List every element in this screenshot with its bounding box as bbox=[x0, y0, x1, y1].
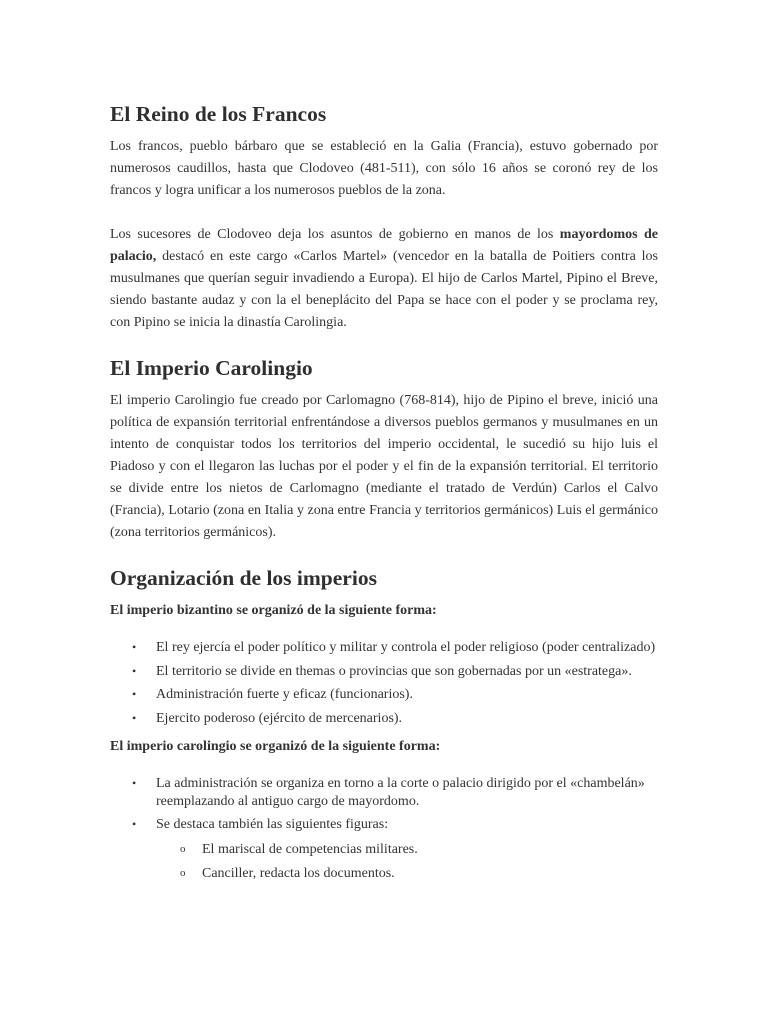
circle-bullet-icon: o bbox=[180, 867, 186, 879]
list-item-text: El territorio se divide en themas o provincias que son gobernadas por un «estratega». bbox=[156, 663, 632, 679]
document-content bbox=[110, 100, 658, 883]
paragraph-sucesores-start: Los sucesores de Clodoveo deja los asuntos de gobierno en manos de los bbox=[110, 227, 560, 242]
list-bizantino bbox=[110, 639, 658, 727]
list-item-text: Se destaca también las siguientes figuras: bbox=[156, 817, 389, 832]
list-item bbox=[110, 775, 658, 810]
list-carolingio bbox=[110, 775, 658, 834]
bullet-icon: • bbox=[132, 640, 137, 654]
bold-mayordomos: mayordomos de palacio, bbox=[110, 227, 658, 264]
sublist-item-text: Canciller, redacta los documentos. bbox=[202, 866, 395, 881]
list-item bbox=[110, 710, 658, 728]
bullet-icon: • bbox=[132, 776, 137, 790]
circle-bullet-icon: o bbox=[180, 842, 186, 855]
paragraph-sucesores-clodoveo bbox=[110, 224, 658, 334]
bullet-icon: • bbox=[132, 663, 137, 678]
heading-organizacion-imperios: Organización de los imperios bbox=[110, 566, 377, 590]
list-item bbox=[110, 816, 658, 834]
subheading-bizantino: El imperio bizantino se organizó de la siguiente forma: bbox=[110, 603, 437, 618]
heading-imperio-carolingio: El Imperio Carolingio bbox=[110, 356, 313, 380]
subheading-carolingio: El imperio carolingio se organizó de la siguiente forma: bbox=[110, 739, 441, 754]
list-item-text: Ejercito poderoso (ejército de mercenarios). bbox=[156, 710, 403, 726]
list-carolingio-figuras bbox=[110, 841, 658, 883]
sublist-item bbox=[110, 865, 658, 883]
list-item-text: El rey ejercía el poder político y militar y controla el poder religioso (poder centralizado) bbox=[156, 640, 656, 655]
list-item bbox=[110, 639, 658, 657]
bullet-icon: • bbox=[132, 710, 137, 725]
paragraph-francos-intro: Los francos, pueblo bárbaro que se estableció en la Galia (Francia), estuvo gobernado por numerosos caudillos, hasta que Clodoveo (481-511), con sólo 16 años se coronó rey de los francos y logra unificar a los numerosos pueblos de la zona. bbox=[110, 139, 658, 198]
paragraph-sucesores-end: destacó en este cargo «Carlos Martel» (vencedor en la batalla de Poitiers contra los musulmanes que querían seguir invadiendo a Europa). El hijo de Carlos Martel, Pipino el Breve, siendo bastante audaz y con la el beneplácito del Papa se hace con el poder y se proclama rey, con Pipino se inicia la dinastía Carolingia. bbox=[110, 249, 658, 330]
list-item-text: Administración fuerte y eficaz (funcionarios). bbox=[156, 687, 413, 702]
list-item-text: La administración se organiza en torno a la corte o palacio dirigido por el «chambelán» reemplazando al antiguo cargo de mayordomo. bbox=[156, 776, 645, 809]
list-item bbox=[110, 663, 658, 681]
sublist-item-text: El mariscal de competencias militares. bbox=[202, 841, 418, 857]
bullet-icon: • bbox=[132, 817, 137, 831]
heading-reino-francos: El Reino de los Francos bbox=[110, 102, 327, 126]
bullet-icon: • bbox=[132, 687, 137, 701]
sublist-item bbox=[110, 841, 658, 859]
paragraph-imperio-carolingio: El imperio Carolingio fue creado por Carlomagno (768-814), hijo de Pipino el breve, inició una política de expansión territorial enfrentándose a diversos pueblos germanos y musulmanes en un intento de conquistar todos los territorios del imperio occidental, le sucedió su hijo luis el Piadoso y con el llegaron las luchas por el poder y el fin de la expansión territorial. El territorio se divide entre los nietos de Carlomagno (mediante el tratado de Verdún) Carlos el Calvo (Francia), Lotario (zona en Italia y zona entre Francia y territorios germánicos) Luis el germánico (zona territorios germánicos). bbox=[110, 393, 658, 540]
list-item bbox=[110, 686, 658, 704]
